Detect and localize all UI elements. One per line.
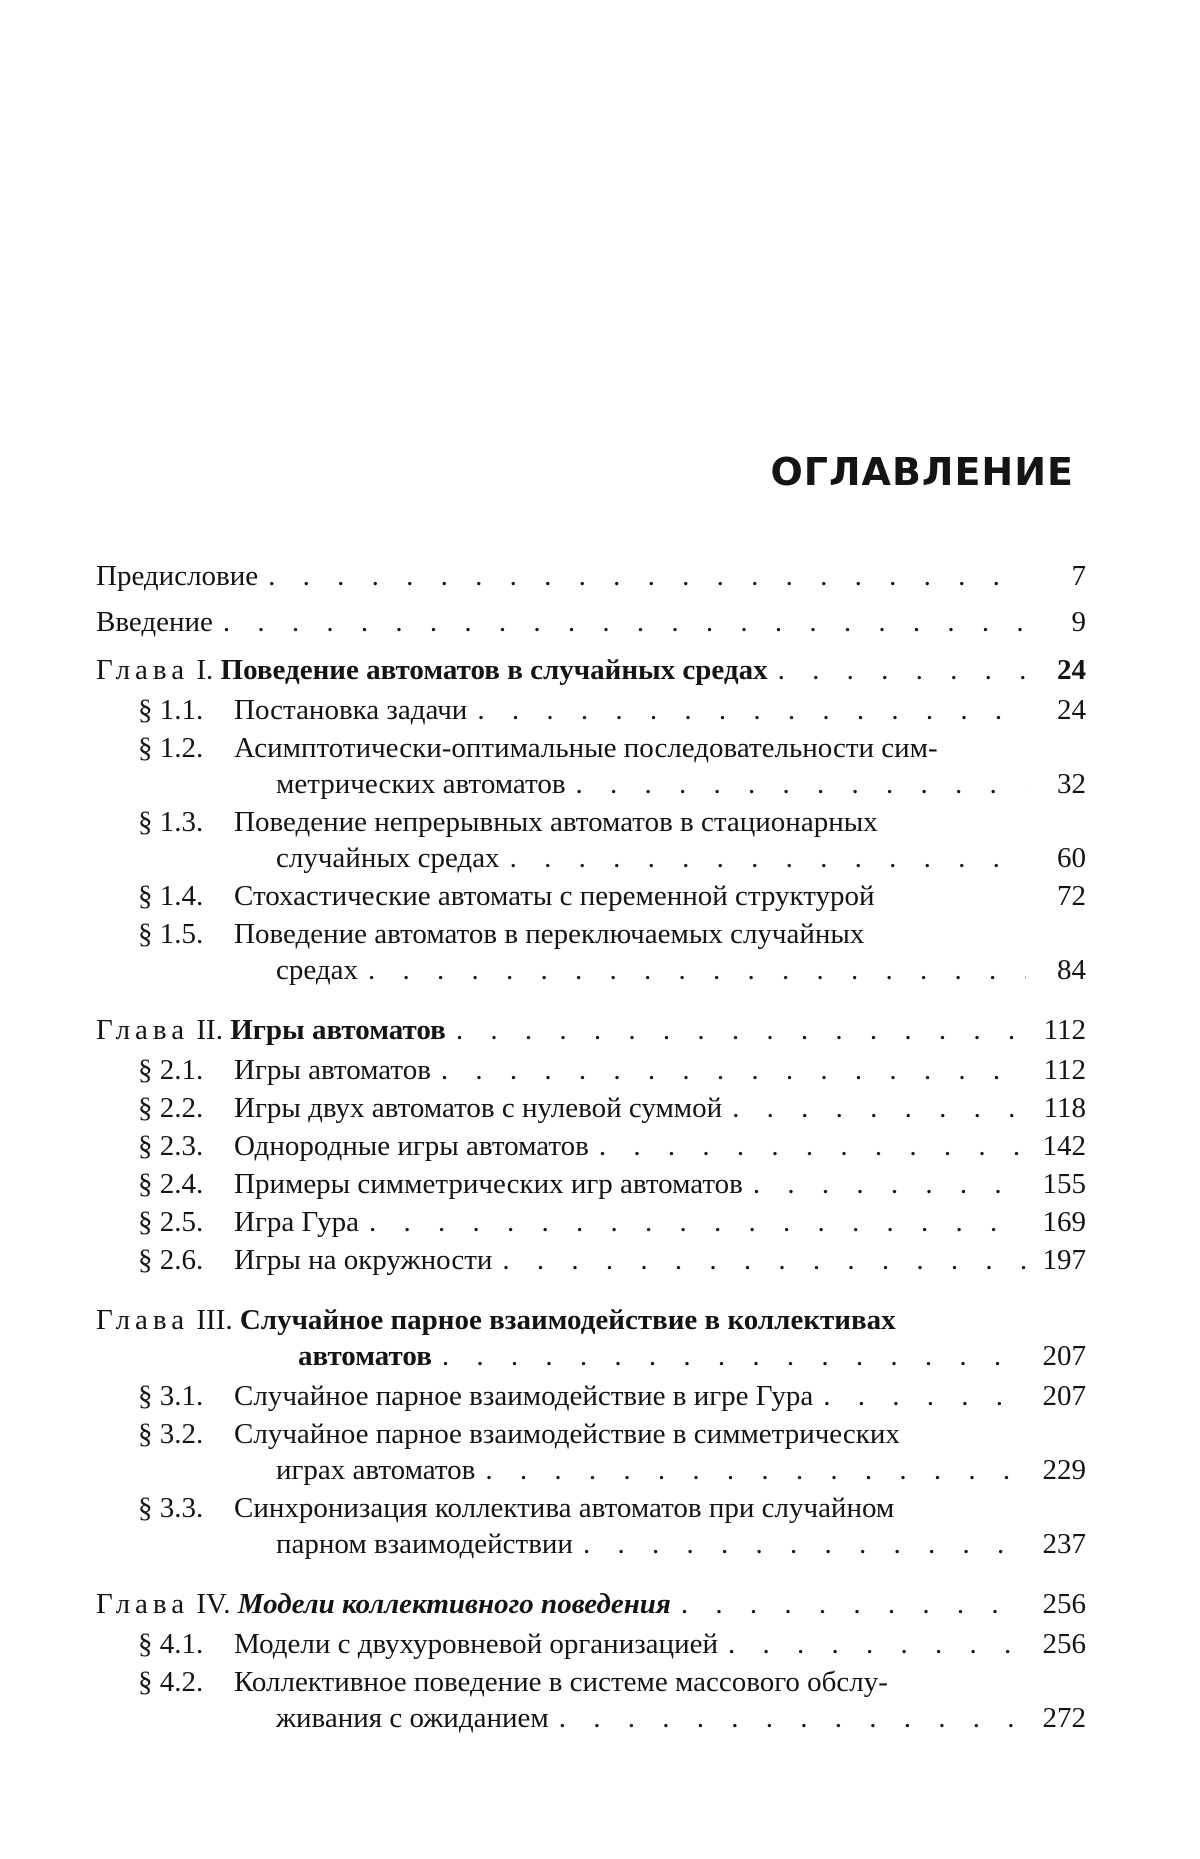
- toc-section[interactable]: [96, 1128, 1086, 1164]
- section-title-cont: случайных средах: [276, 842, 500, 874]
- section-title: Игры автоматов: [234, 1054, 431, 1086]
- chapter-number: III.: [196, 1304, 233, 1336]
- chapter-title-cont: автоматов: [298, 1340, 432, 1372]
- section-title: Поведение непрерывных автоматов в стационарных: [234, 806, 878, 838]
- section-number: § 3.2.: [138, 1418, 204, 1450]
- toc-entry-introduction[interactable]: [96, 604, 1086, 640]
- section-number: § 3.1.: [138, 1380, 204, 1412]
- toc-chapter-4[interactable]: [96, 1586, 1086, 1622]
- toc-entry-label: Введение: [96, 606, 213, 638]
- toc-entry-preface[interactable]: [96, 558, 1086, 594]
- section-title: Стохастические автоматы с переменной структурой: [234, 880, 875, 912]
- section-title: Однородные игры автоматов: [234, 1130, 589, 1162]
- toc-section[interactable]: [96, 878, 1086, 914]
- chapter-title: Случайное парное взаимодействие в коллективах: [239, 1304, 896, 1336]
- section-number: § 1.4.: [138, 880, 204, 912]
- chapter-title: Модели коллективного поведения: [237, 1588, 671, 1620]
- chapter-prefix: Глава: [96, 1014, 190, 1046]
- chapter-number: II.: [196, 1014, 223, 1046]
- section-title: Модели с двухуровневой организацией: [234, 1628, 718, 1660]
- toc-chapter-2[interactable]: [96, 1012, 1086, 1048]
- section-title-cont: играх автоматов: [276, 1454, 476, 1486]
- page-number: 207: [1042, 1380, 1086, 1412]
- toc-section[interactable]: [96, 1416, 1086, 1488]
- page-number: 155: [1042, 1168, 1086, 1200]
- chapter-title: Поведение автоматов в случайных средах: [220, 654, 768, 686]
- section-title: Примеры симметрических игр автоматов: [234, 1168, 743, 1200]
- toc-section[interactable]: [96, 1052, 1086, 1088]
- page-number: 112: [1043, 1014, 1086, 1046]
- chapter-prefix: Глава: [96, 654, 190, 686]
- section-title: Игры на окружности: [234, 1244, 493, 1276]
- section-number: § 1.2.: [138, 732, 204, 764]
- chapter-number: IV.: [196, 1588, 231, 1620]
- toc-section[interactable]: [96, 692, 1086, 728]
- page-number: 237: [1042, 1528, 1086, 1560]
- section-number: § 2.4.: [138, 1168, 204, 1200]
- section-number: § 2.6.: [138, 1244, 204, 1276]
- toc-section[interactable]: [96, 916, 1086, 988]
- toc-chapter-1[interactable]: [96, 652, 1086, 688]
- section-number: § 3.3.: [138, 1492, 204, 1524]
- toc-section[interactable]: [96, 804, 1086, 876]
- page-number: 32: [1057, 768, 1086, 800]
- page-number: 197: [1042, 1244, 1086, 1276]
- toc-section[interactable]: [96, 1090, 1086, 1126]
- toc-section[interactable]: [96, 1166, 1086, 1202]
- section-title-cont: парном взаимодействии: [276, 1528, 573, 1560]
- page-number: 169: [1042, 1206, 1086, 1238]
- chapter-number: I.: [196, 654, 214, 686]
- section-number: § 2.1.: [138, 1054, 204, 1086]
- section-title: Случайное парное взаимодействие в игре Гура: [234, 1380, 814, 1412]
- page-number: 118: [1043, 1092, 1086, 1124]
- page-number: 84: [1057, 954, 1086, 986]
- section-number: § 1.1.: [138, 694, 204, 726]
- section-title: Постановка задачи: [234, 694, 468, 726]
- section-number: § 2.3.: [138, 1130, 204, 1162]
- chapter-prefix: Глава: [96, 1588, 190, 1620]
- page-number: 24: [1057, 654, 1086, 686]
- page-number: 207: [1042, 1340, 1086, 1372]
- page-number: 60: [1057, 842, 1086, 874]
- page-number: 272: [1042, 1702, 1086, 1734]
- section-title-cont: живания с ожиданием: [276, 1702, 549, 1734]
- section-title: Игра Гура: [234, 1206, 359, 1238]
- page-number: 112: [1043, 1054, 1086, 1086]
- chapter-prefix: Глава: [96, 1304, 190, 1336]
- toc-section[interactable]: [96, 1204, 1086, 1240]
- chapter-title: Игры автоматов: [230, 1014, 446, 1046]
- section-title: Синхронизация коллектива автоматов при случайном: [234, 1492, 895, 1524]
- toc-section[interactable]: [96, 1490, 1086, 1562]
- page-number: 229: [1042, 1454, 1086, 1486]
- section-number: § 2.2.: [138, 1092, 204, 1124]
- toc-entry-label: Предисловие: [96, 560, 259, 592]
- page-number: 7: [1071, 560, 1086, 592]
- table-of-contents: [96, 558, 1086, 1738]
- section-title: Асимптотически-оптимальные последовательности сим-: [234, 732, 938, 764]
- section-title: Поведение автоматов в переключаемых случайных: [234, 918, 865, 950]
- section-title-cont: средах: [276, 954, 358, 986]
- toc-section[interactable]: [96, 1242, 1086, 1278]
- toc-section[interactable]: [96, 1378, 1086, 1414]
- toc-chapter-3[interactable]: [96, 1302, 1086, 1374]
- section-title-cont: метрических автоматов: [276, 768, 566, 800]
- section-number: § 1.5.: [138, 918, 204, 950]
- page-number: 256: [1042, 1588, 1086, 1620]
- section-title: Коллективное поведение в системе массового обслу-: [234, 1666, 888, 1698]
- page-number: 256: [1042, 1628, 1086, 1660]
- page-number: 72: [1057, 880, 1086, 912]
- toc-section[interactable]: [96, 1664, 1086, 1736]
- toc-section[interactable]: [96, 1626, 1086, 1662]
- section-title: Случайное парное взаимодействие в симметрических: [234, 1418, 900, 1450]
- section-title: Игры двух автоматов с нулевой суммой: [234, 1092, 723, 1124]
- section-number: § 1.3.: [138, 806, 204, 838]
- page-number: 142: [1042, 1130, 1086, 1162]
- section-number: § 4.2.: [138, 1666, 204, 1698]
- page-number: 24: [1057, 694, 1086, 726]
- toc-section[interactable]: [96, 730, 1086, 802]
- page-title: ОГЛАВЛЕНИЕ: [770, 450, 1074, 494]
- page-number: 9: [1071, 606, 1086, 638]
- section-number: § 2.5.: [138, 1206, 204, 1238]
- section-number: § 4.1.: [138, 1628, 204, 1660]
